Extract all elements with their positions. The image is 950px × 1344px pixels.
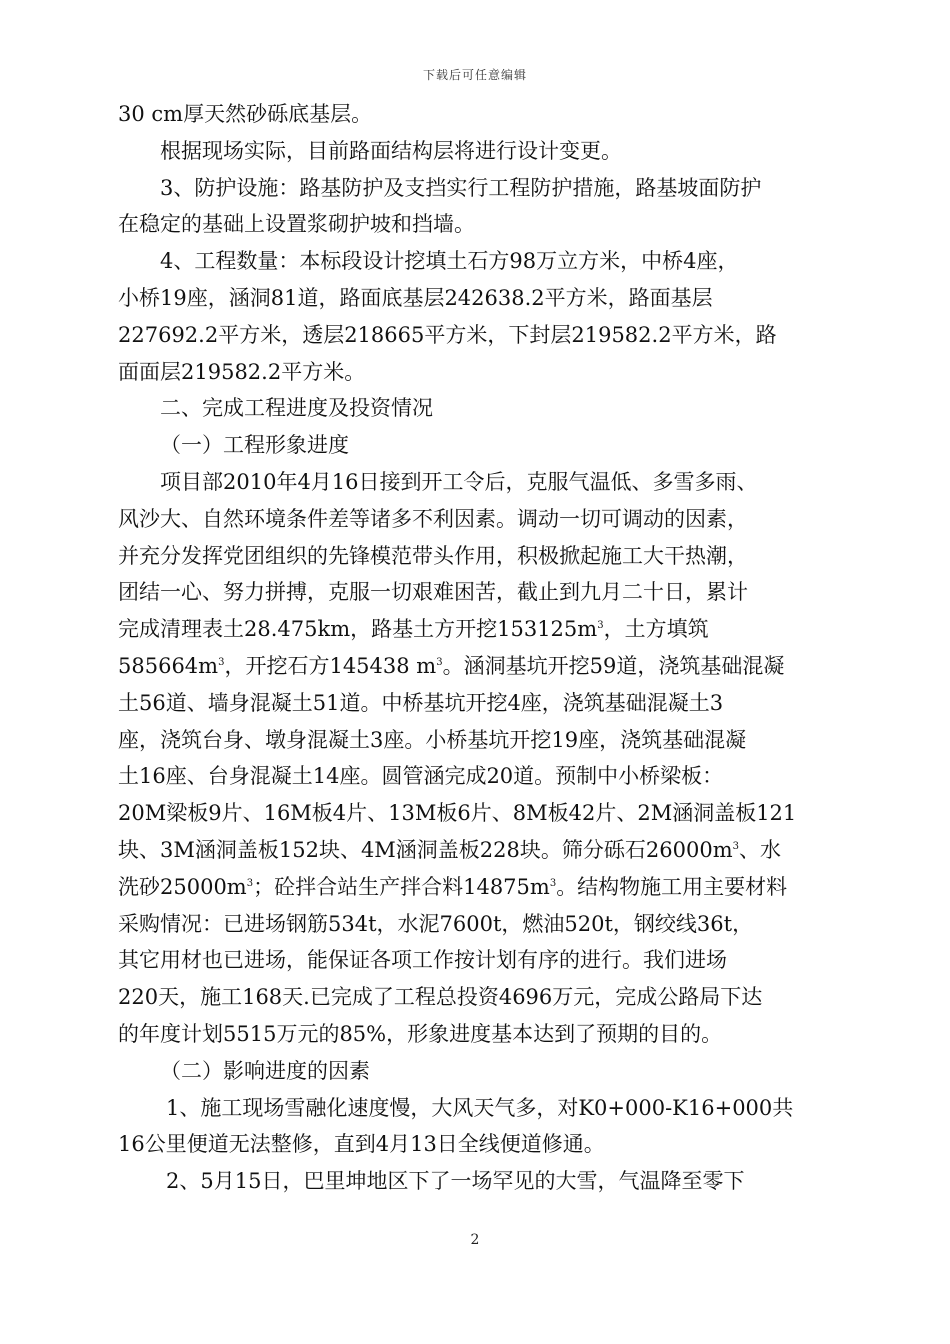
text-line: 227692.2平方米，透层218665平方米，下封层219582.2平方米，路 (118, 322, 777, 347)
text-line: 30 cm厚天然砂砾底基层。 (118, 102, 373, 126)
text-line: 洗砂$25000m^3$；砼拌合站生产拌合料$14875m^3$。结构物施工用主要材料 (118, 874, 788, 899)
text-line: 块、3M涵洞盖板152块、4M涵洞盖板228块。筛分砾石$26000m^3$、水 (118, 837, 781, 862)
text-line: 的年度计划5515万元的85%，形象进度基本达到了预期的目的。 (118, 1021, 723, 1046)
text-line: 16公里便道无法整修，直到4月13日全线便道修通。 (118, 1132, 605, 1157)
text-line: 土56道、墙身混凝土51道。中桥基坑开挖4座，浇筑基础混凝土3 (118, 690, 724, 715)
text-line: 2、5月15日，巴里坤地区下了一场罕见的大雪，气温降至零下 (166, 1169, 745, 1194)
text-line: 土16座、台身混凝土14座。圆管涵完成20道。预制中小桥梁板： (118, 764, 724, 789)
text-line: 面面层219582.2平方米。 (118, 359, 366, 384)
text-line: 20M梁板9片、16M板4片、13M板6片、8M板42片、2M涵洞盖板121 (118, 801, 797, 826)
text-line: 采购情况：已进场钢筋534t，水泥7600t，燃油520t，钢绞线36t， (118, 911, 754, 936)
text-line: 座，浇筑台身、墩身混凝土3座。小桥基坑开挖19座，浇筑基础混凝 (118, 727, 747, 752)
body-text (118, 96, 850, 1200)
text-line: 风沙大、自然环境条件差等诸多不利因素。调动一切可调动的因素， (118, 506, 748, 531)
text-line: 团结一心、努力拼搏，克服一切艰难困苦，截止到九月二十日，累计 (118, 580, 748, 605)
subsection-heading: （二）影响进度的因素 (160, 1058, 370, 1083)
text-line: 小桥19座，涵洞81道，路面底基层242638.2平方米，路面基层 (118, 285, 713, 310)
text-line: 根据现场实际，目前路面结构层将进行设计变更。 (160, 138, 622, 163)
text-line: 在稳定的基础上设置浆砌护坡和挡墙。 (118, 212, 475, 237)
text-line: 项目部2010年4月16日接到开工令后，克服气温低、多雪多雨、 (160, 469, 758, 494)
text-line: 220天，施工168天.已完成了工程总投资4696万元，完成公路局下达 (118, 985, 763, 1010)
page-header: 下载后可任意编辑 (422, 68, 527, 82)
page-number: 2 (470, 1232, 480, 1248)
text-line: 1、施工现场雪融化速度慢，大风天气多，对K0+000-K16+000共 (166, 1095, 794, 1120)
text-line: 完成清理表土28.475km，路基土方开挖$153125m^3$，土方填筑 (118, 617, 709, 642)
text-line: 并充分发挥党团组织的先锋模范带头作用，积极掀起施工大干热潮， (118, 543, 748, 568)
section-heading: 二、完成工程进度及投资情况 (160, 396, 433, 421)
subsection-heading: （一）工程形象进度 (160, 433, 349, 458)
text-line: 其它用材也已进场，能保证各项工作按计划有序的进行。我们进场 (118, 948, 727, 973)
text-line: 3、防护设施：路基防护及支挡实行工程防护措施，路基坡面防护 (160, 175, 762, 200)
text-line: 4、工程数量：本标段设计挖填土石方98万立方米，中桥4座， (160, 249, 739, 274)
text-line: $585664m^3$，开挖石方145438 $m^3$。涵洞基坑开挖59道，浇筑基础混凝 (118, 653, 785, 678)
